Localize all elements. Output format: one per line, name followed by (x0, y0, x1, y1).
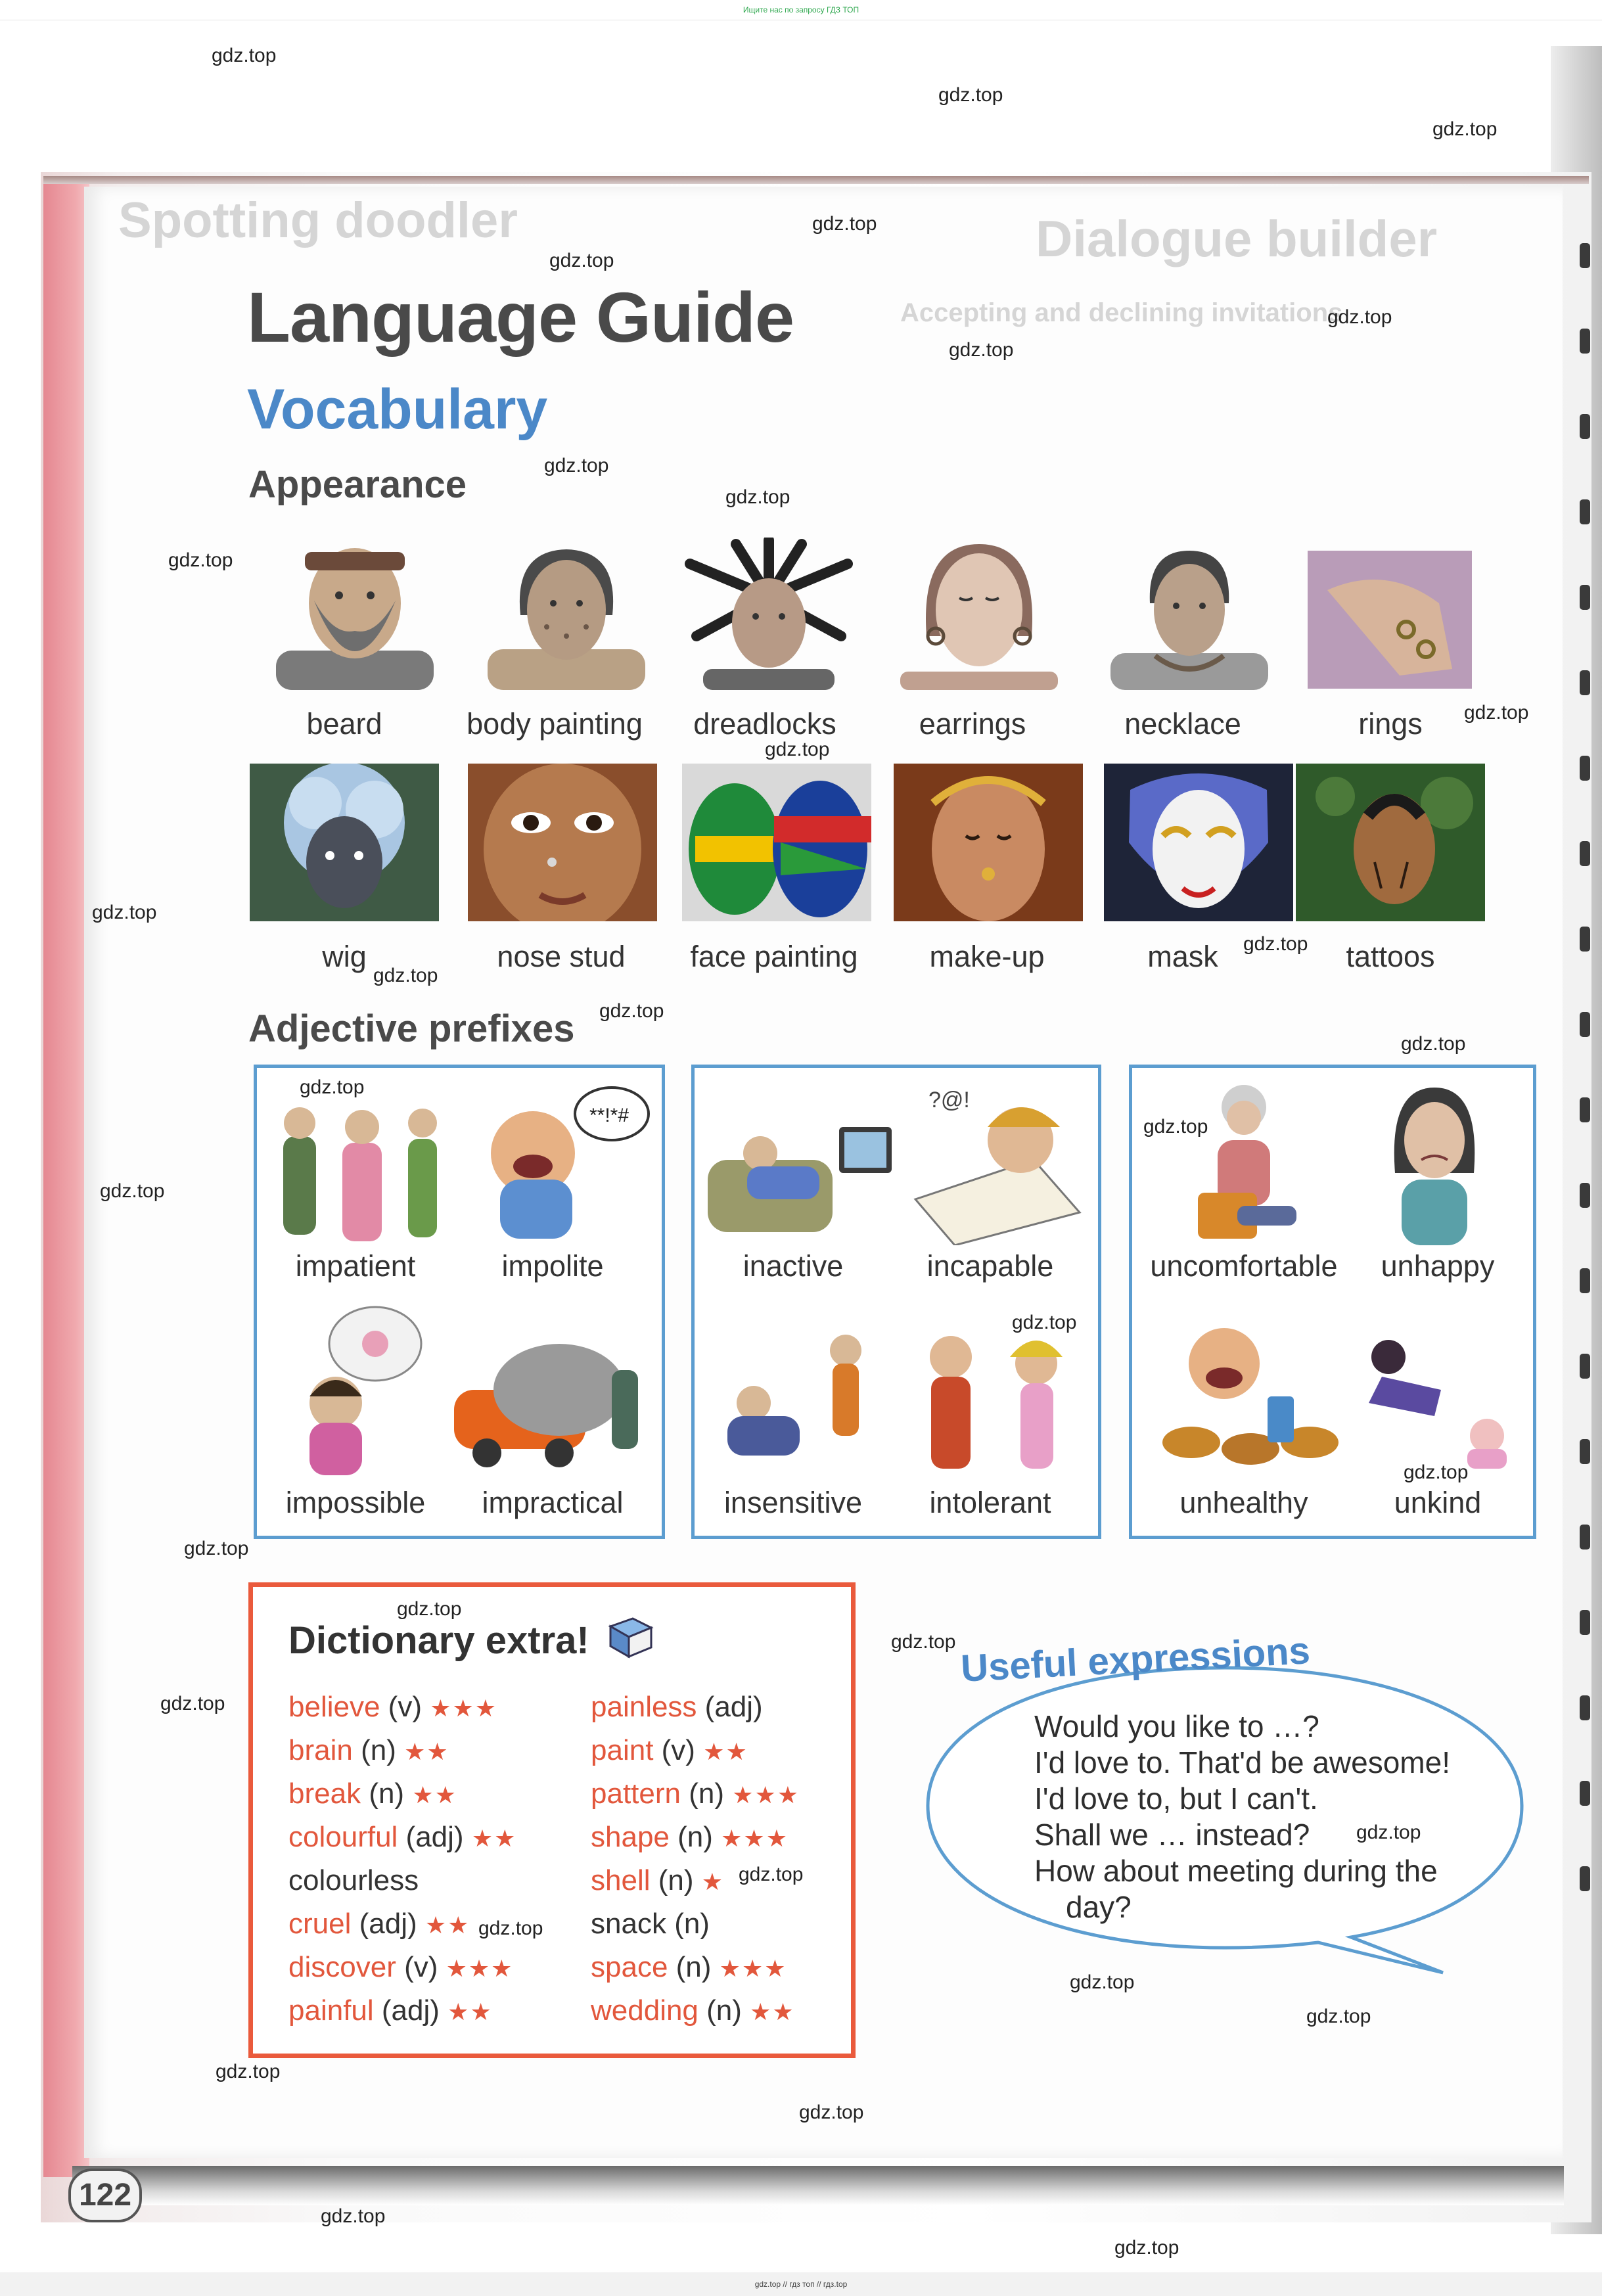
label-necklace: necklace (1124, 707, 1241, 741)
bottom-banner: gdz.top // гдз топ // гдз.top (0, 2272, 1602, 2296)
label-beard: beard (306, 707, 382, 741)
label-mask: mask (1147, 940, 1218, 973)
label-impossible: impossible (285, 1486, 426, 1519)
impossible-illustration (277, 1304, 434, 1475)
svg-text:**!*#: **!*# (589, 1105, 629, 1126)
unkind-illustration (1342, 1331, 1526, 1475)
watermark: gdz.top (938, 84, 1003, 106)
binding-ring (1580, 1268, 1590, 1293)
dictionary-entry: painless (adj) (591, 1691, 763, 1723)
expression-line: Shall we … instead? (1034, 1818, 1310, 1852)
dictionary-entry: pattern (n) ★★★ (591, 1778, 800, 1810)
binding-ring (1580, 1097, 1590, 1122)
watermark: gdz.top (765, 739, 830, 760)
prefix-group-in (691, 1065, 1101, 1539)
watermark: gdz.top (478, 1917, 543, 1939)
earrings-illustration (887, 538, 1071, 690)
label-rings: rings (1358, 707, 1423, 741)
wig-photo (250, 764, 439, 921)
dictionary-left-column (288, 1686, 591, 2032)
watermark: gdz.top (1143, 1116, 1208, 1137)
book-icon (606, 1615, 655, 1661)
top-banner: Ищите нас по запросу ГДЗ ТОП (0, 0, 1602, 20)
dictionary-entry: paint (v) ★★ (591, 1734, 748, 1766)
watermark: gdz.top (1404, 1461, 1469, 1483)
dictionary-entry: wedding (n) ★★ (591, 1994, 795, 2027)
binding-ring (1580, 1781, 1590, 1806)
label-incapable: incapable (927, 1249, 1054, 1283)
dreadlocks-illustration (677, 538, 861, 690)
binding-ring (1580, 1695, 1590, 1720)
make-up-photo (894, 764, 1083, 921)
body-painting-illustration (474, 538, 658, 690)
label-unhealthy: unhealthy (1179, 1486, 1308, 1519)
label-face-painting: face painting (690, 940, 858, 973)
watermark: gdz.top (373, 965, 438, 986)
vocabulary-heading: Vocabulary (247, 378, 548, 441)
watermark: gdz.top (812, 213, 877, 235)
watermark: gdz.top (100, 1180, 165, 1202)
dictionary-extra-title: Dictionary extra! (288, 1619, 589, 1662)
binding-ring (1580, 585, 1590, 610)
page-bottom-shadow (72, 2166, 1564, 2205)
binding-ring (1580, 329, 1590, 354)
page-title: Language Guide (247, 277, 794, 357)
watermark: gdz.top (92, 902, 157, 923)
label-intolerant: intolerant (929, 1486, 1051, 1519)
watermark: gdz.top (216, 2061, 281, 2082)
tattoos-photo (1296, 764, 1485, 921)
binding-ring (1580, 1354, 1590, 1379)
binding-ring (1580, 841, 1590, 866)
watermark: gdz.top (168, 549, 233, 571)
dictionary-extra-box (248, 1582, 856, 2058)
expression-line: day? (1066, 1890, 1132, 1924)
label-impatient: impatient (295, 1249, 416, 1283)
useful-expressions-list (1034, 1709, 1494, 1925)
label-nose-stud: nose stud (497, 940, 626, 973)
page-pink-edge (43, 176, 89, 2177)
svg-text:?@!: ?@! (928, 1088, 970, 1113)
dictionary-entry: discover (v) ★★★ (288, 1951, 514, 1983)
intolerant-illustration (898, 1318, 1089, 1482)
dictionary-entry: space (n) ★★★ (591, 1951, 787, 1983)
dictionary-entry: snack (n) (591, 1908, 710, 1940)
binding-ring (1580, 243, 1590, 268)
label-unhappy: unhappy (1381, 1249, 1495, 1283)
watermark: gdz.top (599, 1000, 664, 1022)
watermark: gdz.top (725, 486, 790, 508)
binding-ring (1580, 1525, 1590, 1550)
binding-ring (1580, 927, 1590, 952)
beard-illustration (263, 538, 447, 690)
impractical-illustration (447, 1331, 651, 1469)
dictionary-entry: shell (n) ★ (591, 1864, 725, 1896)
watermark: gdz.top (397, 1598, 462, 1620)
dictionary-entry: brain (n) ★★ (288, 1734, 449, 1766)
insensitive-illustration (708, 1324, 892, 1475)
label-inactive: inactive (743, 1249, 844, 1283)
watermark: gdz.top (891, 1631, 956, 1653)
show-through-subheading: Accepting and declining invitations (900, 298, 1343, 327)
dictionary-entry: cruel (adj) ★★ (288, 1908, 470, 1940)
expression-line: How about meeting during the (1034, 1854, 1438, 1888)
dictionary-entry: believe (v) ★★★ (288, 1691, 498, 1723)
label-dreadlocks: dreadlocks (693, 707, 836, 741)
dictionary-right-column (591, 1686, 847, 2032)
prefix-group-im (254, 1065, 665, 1539)
watermark: gdz.top (300, 1076, 365, 1098)
watermark: gdz.top (1306, 2006, 1371, 2027)
watermark: gdz.top (949, 339, 1014, 361)
watermark: gdz.top (212, 45, 277, 66)
dictionary-entry: colourless (288, 1864, 419, 1896)
impolite-illustration (461, 1081, 651, 1245)
watermark: gdz.top (1070, 1971, 1135, 1993)
page-top-edge (43, 176, 1589, 184)
watermark: gdz.top (544, 455, 609, 476)
watermark: gdz.top (321, 2205, 386, 2227)
label-insensitive: insensitive (723, 1486, 863, 1519)
expression-line: I'd love to. That'd be awesome! (1034, 1745, 1450, 1779)
rings-illustration (1308, 551, 1492, 703)
binding-ring (1580, 756, 1590, 781)
label-wig: wig (322, 940, 367, 973)
label-impolite: impolite (501, 1249, 604, 1283)
inactive-illustration (701, 1107, 898, 1245)
adjective-prefixes-heading: Adjective prefixes (248, 1007, 575, 1050)
watermark: gdz.top (1401, 1033, 1466, 1055)
watermark: gdz.top (1012, 1312, 1077, 1333)
watermark: gdz.top (739, 1864, 804, 1885)
label-tattoos: tattoos (1346, 940, 1435, 973)
nose-stud-photo (468, 764, 657, 921)
watermark: gdz.top (1356, 1822, 1421, 1843)
binding-ring (1580, 1866, 1590, 1891)
impatient-illustration (270, 1084, 447, 1248)
label-impractical: impractical (482, 1486, 624, 1519)
watermark: gdz.top (184, 1538, 249, 1559)
show-through-heading: Dialogue builder (1036, 210, 1438, 267)
unhappy-illustration (1369, 1081, 1500, 1245)
necklace-illustration (1097, 538, 1281, 690)
label-make-up: make-up (929, 940, 1045, 973)
binding-ring (1580, 1183, 1590, 1208)
unhealthy-illustration (1152, 1318, 1349, 1482)
watermark: gdz.top (160, 1693, 225, 1714)
appearance-heading: Appearance (248, 463, 467, 506)
show-through-heading: Spotting doodler (118, 193, 518, 248)
uncomfortable-illustration (1172, 1081, 1316, 1245)
dictionary-entry: colourful (adj) ★★ (288, 1821, 517, 1853)
dictionary-entry: shape (n) ★★★ (591, 1821, 789, 1853)
watermark: gdz.top (1464, 702, 1529, 723)
binding-ring (1580, 1610, 1590, 1635)
useful-expressions-title: Useful expressions (959, 1629, 1312, 1690)
label-earrings: earrings (919, 707, 1026, 741)
binding-ring (1580, 499, 1590, 524)
expression-line: Would you like to …? (1034, 1709, 1319, 1743)
watermark: gdz.top (1327, 306, 1392, 328)
binding-ring (1580, 1012, 1590, 1037)
watermark: gdz.top (549, 250, 614, 271)
dictionary-entry: break (n) ★★ (288, 1778, 457, 1810)
label-unkind: unkind (1394, 1486, 1482, 1519)
watermark: gdz.top (1114, 2237, 1179, 2259)
watermark: gdz.top (799, 2101, 864, 2123)
dictionary-entry: painful (adj) ★★ (288, 1994, 493, 2027)
label-uncomfortable: uncomfortable (1150, 1249, 1338, 1283)
mask-photo (1104, 764, 1293, 921)
binding-ring (1580, 414, 1590, 439)
label-body-painting: body painting (467, 707, 643, 741)
binding-ring (1580, 670, 1590, 695)
face-painting-photo (682, 764, 871, 921)
page-number: 122 (68, 2169, 142, 2222)
binding-ring (1580, 1439, 1590, 1464)
expression-line: I'd love to, but I can't. (1034, 1781, 1318, 1816)
watermark: gdz.top (1243, 933, 1308, 955)
incapable-illustration (902, 1081, 1093, 1245)
watermark: gdz.top (1432, 118, 1498, 140)
